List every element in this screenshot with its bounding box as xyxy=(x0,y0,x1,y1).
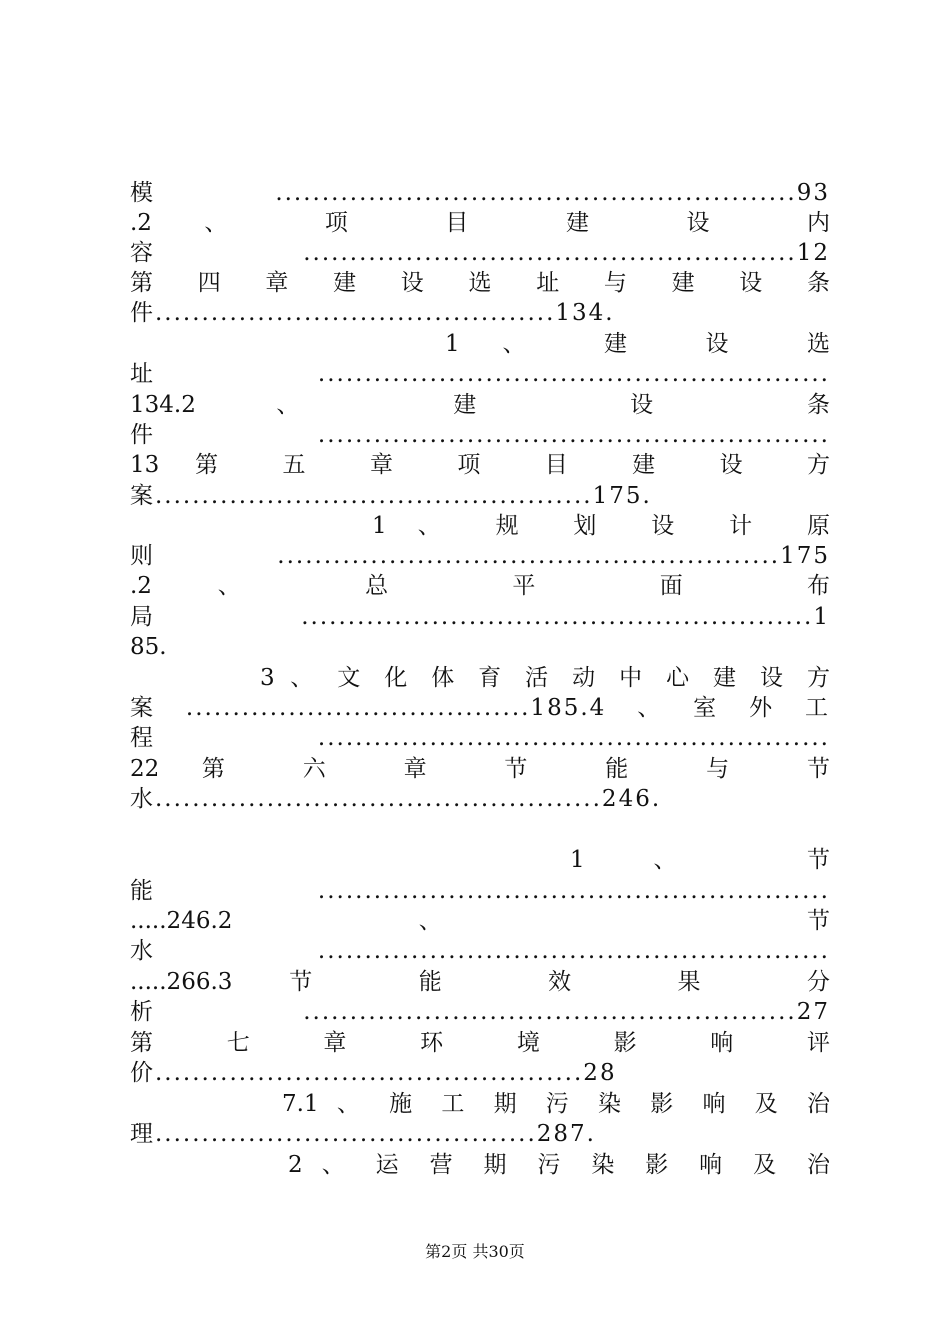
toc-line: 析.....................................................27 xyxy=(130,999,830,1025)
toc-line: 1 、 规 划 设 计 原 xyxy=(372,513,830,539)
toc-line: 容 .....................................................12 xyxy=(130,240,830,266)
toc-line: 模........................................................93 xyxy=(130,180,830,206)
toc-line: 能....................................................... xyxy=(130,878,830,904)
page-footer: 第2页 共30页 xyxy=(425,1242,525,1261)
toc-line: 水....................................................... xyxy=(130,938,830,964)
toc-line: 案...............................................175. xyxy=(130,483,652,509)
toc-line: .2 、 项 目 建 设 内 xyxy=(130,210,830,236)
toc-line: 第 四 章 建 设 选 址 与 建 设 条 xyxy=(130,270,830,296)
toc-line: 134.2 、 建 设 条 xyxy=(130,392,830,418)
toc-line: 1 、 建 设 选 xyxy=(445,331,830,357)
toc-line: 理.........................................287. xyxy=(130,1121,596,1147)
toc-line: 价..............................................28 xyxy=(130,1060,617,1086)
toc-line: 13 第 五 章 项 目 建 设 方 xyxy=(130,452,830,478)
toc-line: 则......................................................175 xyxy=(130,543,830,569)
toc-line: 件....................................................... xyxy=(130,422,830,448)
toc-line: 22 第 六 章 节 能 与 节 xyxy=(130,756,830,782)
toc-line: 址....................................................... xyxy=(130,361,830,387)
toc-line: 水................................................246. xyxy=(130,786,662,812)
toc-line: .....246.2 、 节 xyxy=(130,908,830,934)
toc-line: 第 七 章 环 境 影 响 评 xyxy=(130,1030,830,1056)
toc-line: 程....................................................... xyxy=(130,725,830,751)
toc-line: 1 、 节 xyxy=(570,847,830,873)
toc-line: 件...........................................134. xyxy=(130,300,615,326)
toc-line: .....266.3 节 能 效 果 分 xyxy=(130,969,830,995)
toc-line: 7.1 、 施 工 期 污 染 影 响 及 治 xyxy=(282,1091,830,1117)
toc-line: 局.......................................................1 xyxy=(130,604,830,630)
toc-line: .2 、 总 平 面 布 xyxy=(130,573,830,599)
toc-line: 2 、 运 营 期 污 染 影 响 及 治 xyxy=(288,1152,830,1178)
toc-line: 85. xyxy=(130,634,167,660)
toc-line: 3 、 文 化 体 育 活 动 中 心 建 设 方 xyxy=(260,665,830,691)
toc-line: 案.....................................185.4、室外工 xyxy=(130,695,830,721)
